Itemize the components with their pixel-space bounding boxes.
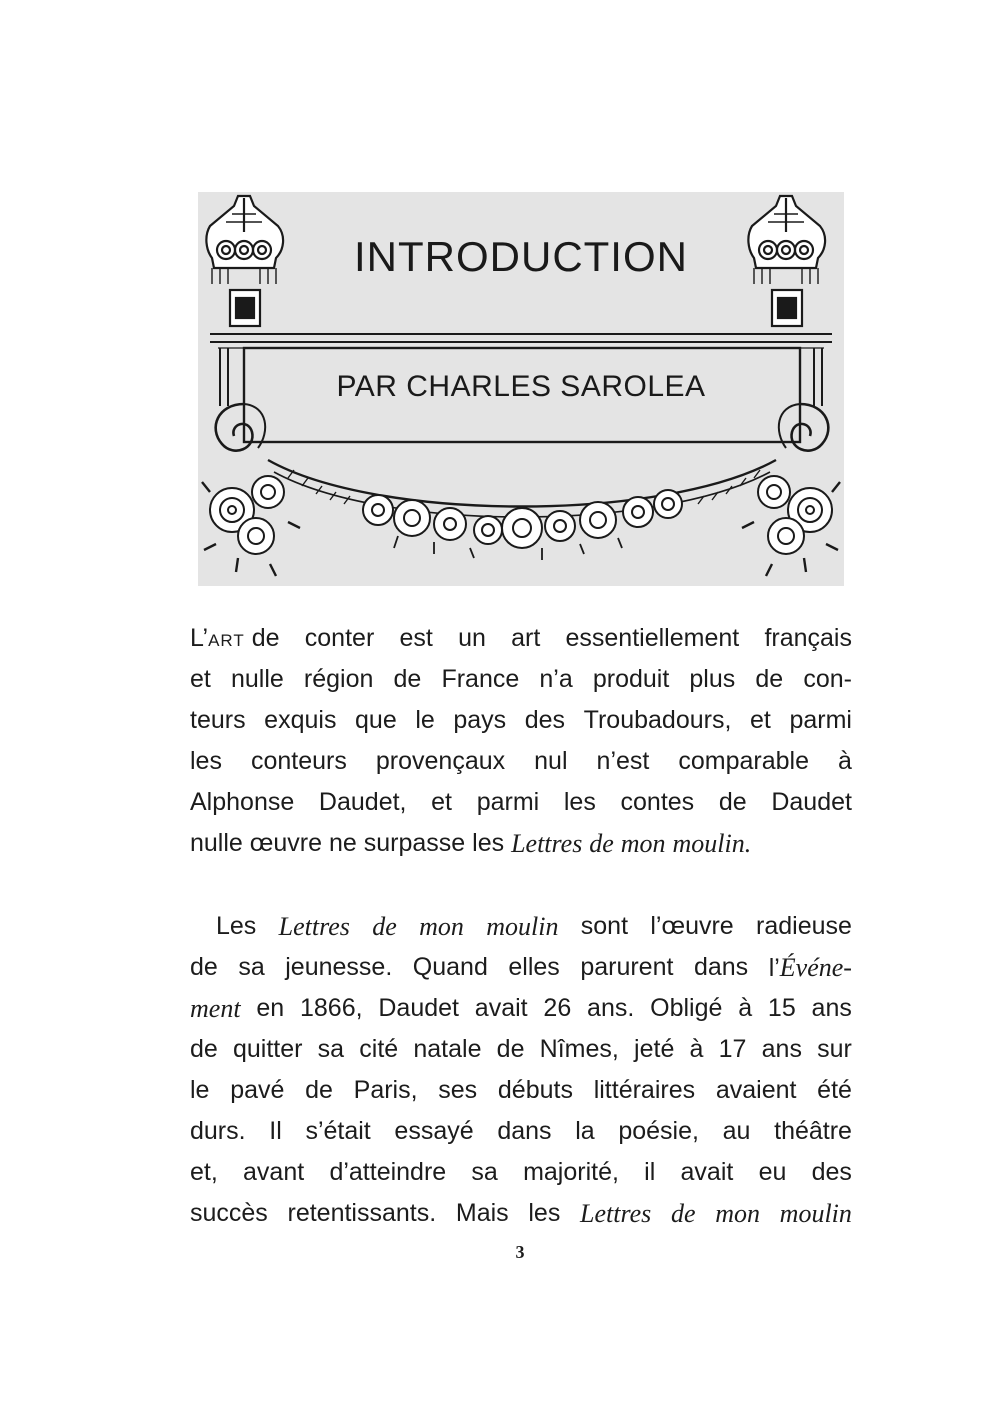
text-line: succès retentissants. Mais les Lettres de mon moulin (190, 1199, 852, 1228)
paragraph-1 (190, 618, 852, 864)
paragraph-2 (190, 906, 852, 1234)
text-line: et, avant d’atteindre sa majorité, il avait eu des (190, 1158, 852, 1186)
text-line: ment en 1866, Daudet avait 26 ans. Obligé à 15 ans (190, 994, 852, 1023)
text-line: et nulle région de France n’a produit plus de con- (190, 665, 852, 693)
text-line: les conteurs provençaux nul n’est comparable à (190, 747, 852, 775)
text-line: L’ART de conter est un art essentiellement français (190, 624, 852, 652)
page-number: 3 (515, 1242, 525, 1262)
text-line: de quitter sa cité natale de Nîmes, jeté à 17 ans sur (190, 1035, 852, 1063)
text-line: durs. Il s’était essayé dans la poésie, au théâtre (190, 1117, 852, 1145)
text-line: le pavé de Paris, ses débuts littéraires avaient été (190, 1076, 852, 1104)
chapter-title: INTRODUCTION (354, 233, 688, 280)
text-line: Les Lettres de mon moulin sont l’œuvre radieuse (216, 912, 852, 941)
right-finial-icon (748, 196, 825, 326)
left-finial-icon (206, 196, 283, 326)
chapter-author-line: PAR CHARLES SAROLEA (336, 370, 706, 403)
text-line: nulle œuvre ne surpasse les Lettres de mon moulin. (190, 829, 752, 858)
text-line: teurs exquis que le pays des Troubadours, et parmi (190, 706, 852, 734)
text-line: de sa jeunesse. Quand elles parurent dans l’Événe- (190, 953, 852, 982)
text-line: Alphonse Daudet, et parmi les contes de Daudet (190, 788, 852, 816)
ornamental-header (198, 192, 844, 586)
